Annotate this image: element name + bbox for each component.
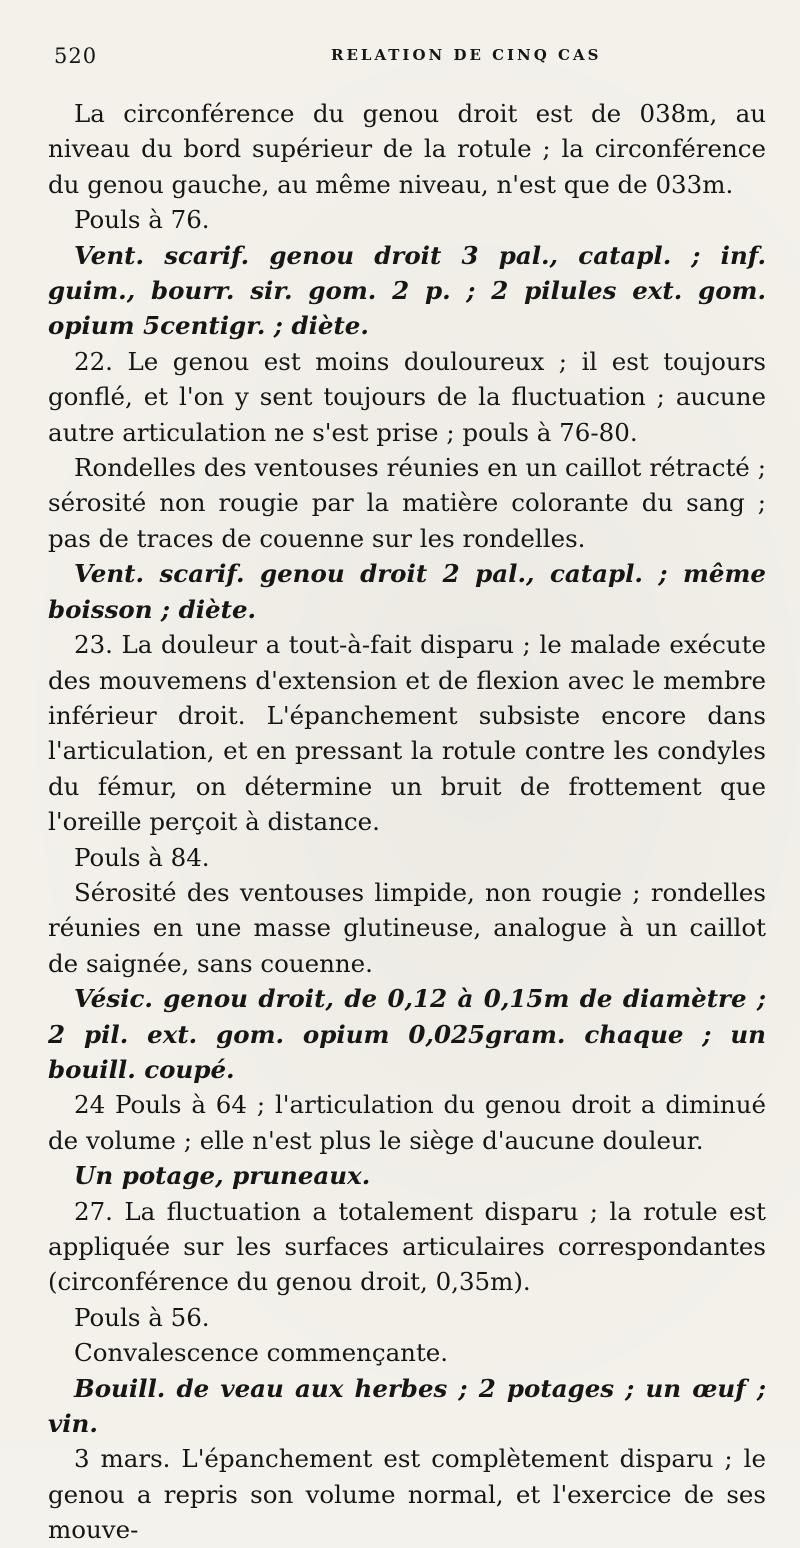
prescription-4: Un potage, pruneaux. (74, 1161, 371, 1191)
paragraph-march-3: 3 mars. L'épanchement est complètement disparu ; le genou a repris son volume normal, et l'exercice de ses mouve- (48, 1444, 766, 1545)
paragraph-rondelles: Rondelles des ventouses réunies en un caillot rétracté ; sérosité non rougie par la matière colorante du sang ; pas de traces de couenne sur les rondelles. (48, 453, 766, 553)
paragraph-pulse-56: Pouls à 56. (74, 1302, 210, 1332)
paragraph-convalescence: Convalescence commençante. (74, 1338, 449, 1368)
paragraph-pulse-84: Pouls à 84. (74, 842, 210, 872)
running-head: RELATION DE CINQ CAS (331, 46, 602, 64)
page-header (48, 40, 766, 80)
paragraph-circumference: La circonférence du genou droit est de 038m, au niveau du bord supérieur de la rotule ; la circonférence du genou gauche, au même niveau, n'est que de 033m. (48, 99, 766, 199)
prescription-5: Bouill. de veau aux herbes ; 2 potages ; un œuf ; vin. (48, 1373, 766, 1439)
paragraph-serosite: Sérosité des ventouses limpide, non rougie ; rondelles réunies en une masse glutineuse, analogue à un caillot de saignée, sans couenne. (48, 877, 766, 978)
prescription-2: Vent. scarif. genou droit 2 pal., catapl. ; même boisson ; diète. (48, 559, 766, 624)
paragraph-day-24: 24 Pouls à 64 ; l'articulation du genou droit a diminué de volume ; elle n'est plus le siège d'aucune douleur. (48, 1090, 766, 1155)
prescription-1: Vent. scarif. genou droit 3 pal., catapl. ; inf. guim., bourr. sir. gom. 2 p. ; 2 pilules ext. gom. opium 5centigr. ; diète. (48, 240, 766, 341)
paragraph-day-27: 27. La fluctuation a totalement disparu ; la rotule est appliquée sur les surfaces articulaires correspondantes (circonférence du genou droit, 0,35m). (48, 1196, 766, 1297)
paragraph-day-22: 22. Le genou est moins douloureux ; il est toujours gonflé, et l'on y sent toujours de la fluctuation ; aucune autre articulation ne s'est prise ; pouls à 76-80. (48, 346, 766, 447)
page-number: 520 (54, 44, 98, 68)
paragraph-day-23: 23. La douleur a tout-à-fait disparu ; le malade exécute des mouvemens d'extension et de flexion avec le membre inférieur droit. L'épanchement subsiste encore dans l'articulation, et en pressant la rotule contre les condyles du fémur, on détermine un bruit de frottement que l'oreille perçoit à distance. (48, 630, 766, 837)
prescription-3: Vésic. genou droit, de 0,12 à 0,15m de diamètre ; 2 pil. ext. gom. opium 0,025gram. chaque ; un bouill. coupé. (48, 984, 766, 1084)
body-text (48, 96, 766, 1548)
paragraph-pulse-76: Pouls à 76. (74, 205, 210, 235)
